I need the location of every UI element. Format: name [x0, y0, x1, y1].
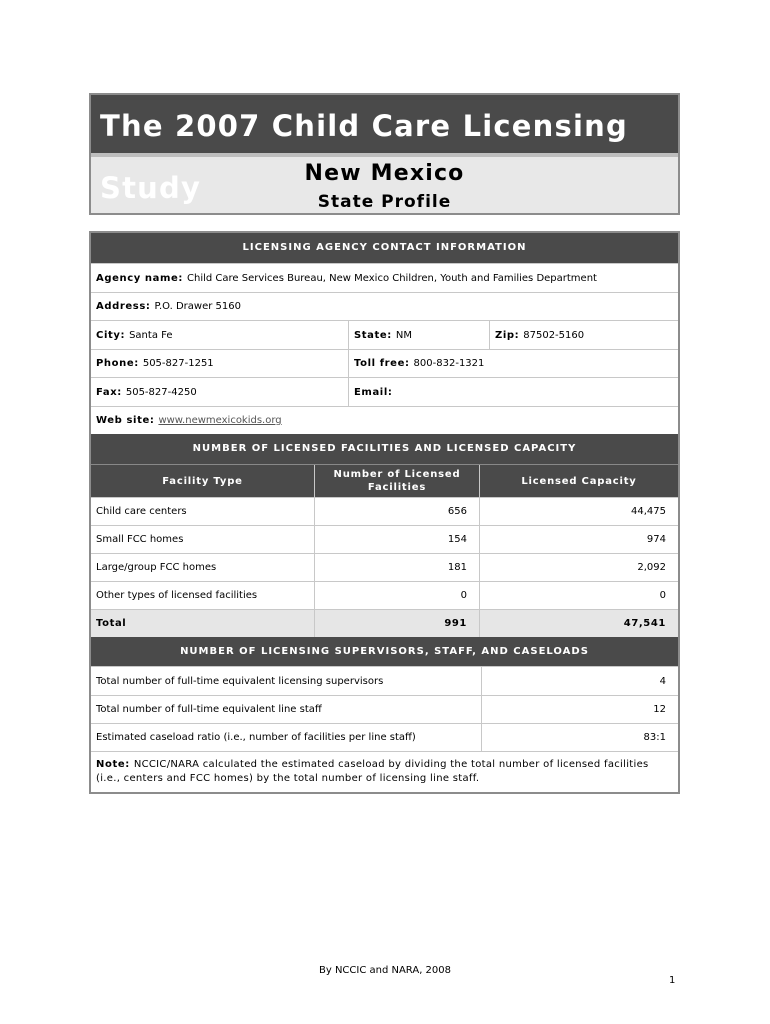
facilities-section-title: NUMBER OF LICENSED FACILITIES AND LICENSED CAPACITY [91, 434, 678, 464]
footer-credit: By NCCIC and NARA, 2008 [318, 965, 452, 976]
city-row [91, 320, 678, 349]
table-row: Large/group FCC homes 181 2,092 [91, 553, 678, 581]
zip-label: Zip: [495, 329, 520, 341]
staff-section-title: NUMBER OF LICENSING SUPERVISORS, STAFF, AND CASELOADS [91, 637, 678, 666]
profile-table [89, 231, 680, 794]
table-row: Estimated caseload ratio (i.e., number of facilities per line staff) 83:1 [91, 723, 678, 751]
col-licensed-capacity: Licensed Capacity [479, 465, 678, 497]
website-label: Web site: [96, 415, 155, 426]
tollfree-value: 800-832-1321 [413, 358, 485, 369]
table-row: Total number of full-time equivalent licensing supervisors 4 [91, 666, 678, 695]
state-name: New Mexico [304, 161, 465, 186]
website-row [91, 406, 678, 434]
caseload-note [91, 751, 678, 792]
fax-row [91, 377, 678, 406]
note-text: NCCIC/NARA calculated the estimated caseload by dividing the total number of licensed facilities (i.e., centers and FCC homes) by the total number of licensing line staff. [96, 759, 649, 784]
phone-row [91, 349, 678, 377]
city-value: Santa Fe [129, 329, 173, 341]
profile-subtitle: State Profile [317, 192, 452, 212]
agency-row [91, 263, 678, 292]
contact-section-title: LICENSING AGENCY CONTACT INFORMATION [91, 233, 678, 263]
fax-value: 505-827-4250 [125, 386, 197, 398]
table-row: Other types of licensed facilities 0 0 [91, 581, 678, 609]
col-number-facilities: Number of Licensed Facilities [314, 465, 479, 497]
page-number: 1 [669, 975, 676, 986]
address-row [91, 292, 678, 320]
city-label: City: [96, 329, 126, 341]
email-label: Email: [354, 386, 393, 398]
address-value: P.O. Drawer 5160 [154, 301, 241, 312]
phone-value: 505-827-1251 [142, 358, 214, 369]
website-link[interactable]: www.newmexicokids.org [158, 415, 282, 426]
state-label: State: [354, 329, 392, 341]
agency-label: Agency name: [96, 272, 183, 284]
total-row: Total 991 47,541 [91, 609, 678, 637]
table-row: Small FCC homes 154 974 [91, 525, 678, 553]
address-label: Address: [96, 301, 151, 312]
fax-label: Fax: [96, 386, 122, 398]
tollfree-label: Toll free: [354, 358, 410, 369]
study-header [89, 93, 680, 215]
study-title: The 2007 Child Care Licensing Study [91, 95, 678, 157]
phone-label: Phone: [96, 358, 139, 369]
state-value: NM [395, 329, 413, 341]
note-label: Note: [96, 759, 130, 770]
facilities-header-row [91, 464, 678, 497]
table-row: Total number of full-time equivalent line staff 12 [91, 695, 678, 723]
zip-value: 87502-5160 [523, 329, 585, 341]
table-row: Child care centers 656 44,475 [91, 497, 678, 525]
agency-value: Child Care Services Bureau, New Mexico Children, Youth and Families Department [187, 272, 597, 284]
col-facility-type: Facility Type [91, 465, 314, 497]
